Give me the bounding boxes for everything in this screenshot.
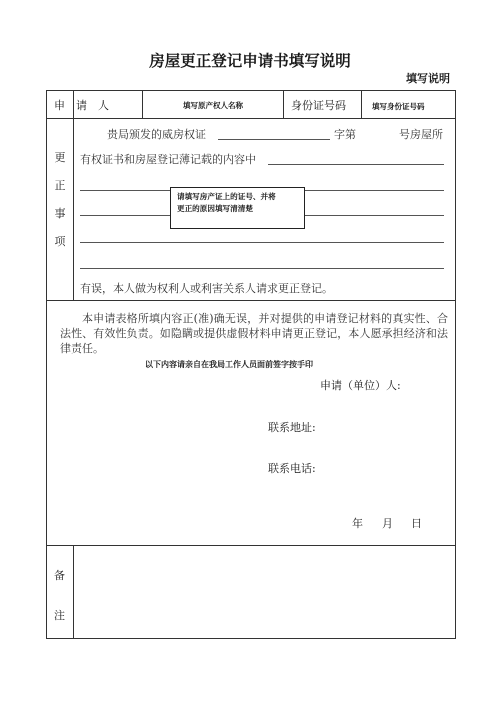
callout-line: 更正的原因填写清清楚 (177, 204, 253, 213)
column-divider (361, 90, 362, 118)
applicant-label: 申 请 人 (54, 99, 109, 112)
certificate-end-text: 号房屋所 (399, 128, 443, 141)
certificate-fill-line[interactable] (218, 139, 330, 140)
table-border-bottom (46, 638, 456, 639)
row-divider (46, 300, 456, 301)
id-number-field[interactable]: 填写身份证号码 (372, 102, 425, 111)
contact-address-label: 联系地址: (268, 421, 316, 434)
content-fill-line[interactable] (268, 164, 444, 165)
applicant-unit-label: 申请（单位）人: (320, 379, 401, 392)
row-divider (46, 118, 456, 119)
page-subtitle: 填写说明 (406, 72, 450, 85)
row-divider (46, 545, 456, 546)
date-month-label: 月 (382, 517, 393, 530)
certificate-text: 贵局颁发的威房权证 (107, 128, 206, 141)
date-day-label: 日 (411, 517, 422, 530)
table-border-right (455, 90, 456, 638)
label-char: 正 (54, 179, 66, 192)
date-year-label: 年 (352, 517, 363, 530)
column-divider (73, 90, 74, 300)
table-border-left (46, 90, 47, 638)
blank-fill-line[interactable] (80, 242, 444, 243)
label-char: 事 (54, 207, 66, 220)
label-char: 项 (54, 235, 66, 248)
signature-note: 以下内容请亲自在我局工作人员面前签字按手印 (145, 360, 313, 369)
fill-instruction-callout (170, 187, 305, 229)
label-char: 更 (54, 151, 66, 164)
remarks-label-bottom: 注 (54, 609, 65, 622)
declaration-paragraph: 本申请表格所填内容正(准)确无误，并对提供的申请登记材料的真实性、合法性、有效性负责。如隐瞒或提供虚假材料申请更正登记，本人愿承担经济和法律责任。 (60, 312, 448, 355)
table-border-top (46, 90, 456, 91)
column-divider (142, 90, 143, 118)
blank-fill-line[interactable] (80, 268, 444, 269)
applicant-name-field[interactable]: 填写原产权人名称 (183, 101, 243, 110)
id-number-label: 身份证号码 (291, 99, 346, 112)
page-title: 房屋更正登记申请书填写说明 (149, 51, 351, 70)
certificate-mid-text: 字第 (334, 128, 356, 141)
column-divider (283, 90, 284, 118)
correction-request-text: 有误，本人做为权利人或利害关系人请求更正登记。 (80, 282, 333, 295)
contact-phone-label: 联系电话: (268, 462, 316, 475)
correction-matters-label (53, 144, 67, 256)
callout-line: 请填写房产证上的证号、并将 (177, 192, 276, 201)
remarks-label-top: 备 (54, 569, 65, 582)
remarks-field[interactable] (75, 547, 453, 636)
column-divider (73, 545, 74, 638)
register-content-text: 有权证书和房屋登记薄记载的内容中 (80, 153, 256, 166)
